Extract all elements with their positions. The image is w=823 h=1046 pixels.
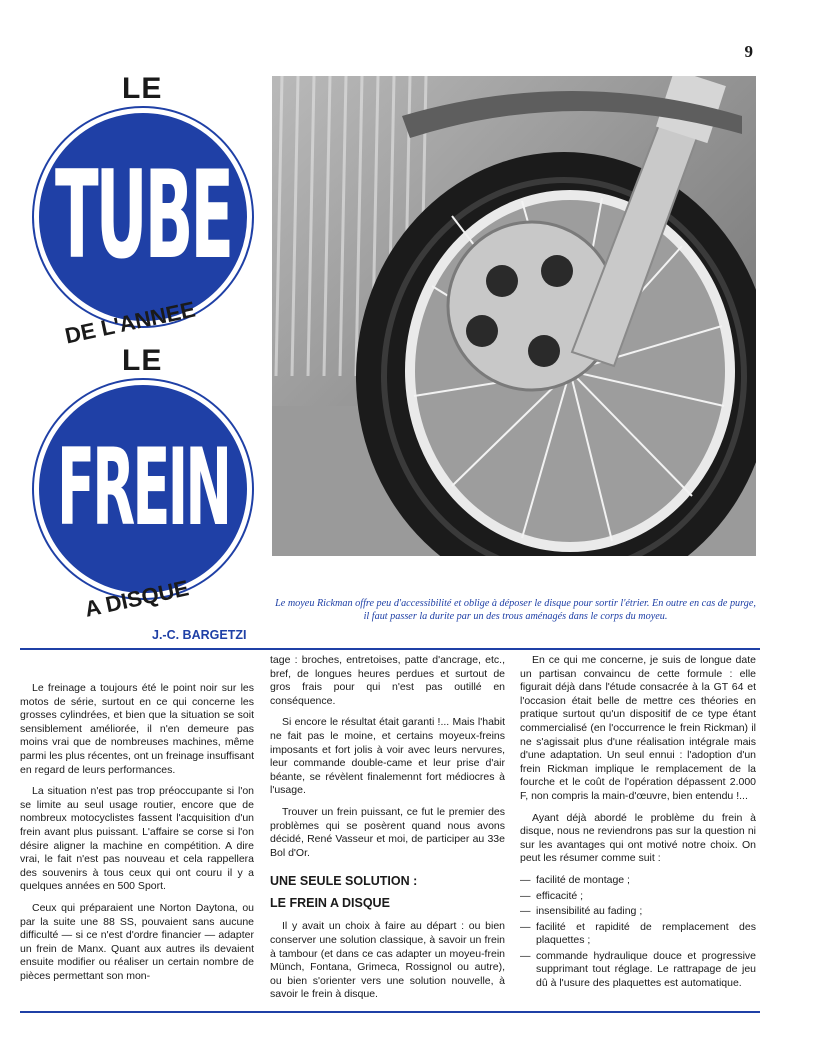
- advantages-list: [520, 874, 756, 991]
- title-tube: TUBE: [54, 146, 232, 288]
- col3-paragraph-2: Ayant déjà abordé le problème du frein à disque, nous ne reviendrons pas sur la question ni sur les avantages qui ont motivé notre choix. On peut les résumer comme suit :: [520, 811, 756, 865]
- title-le-mid: LE: [122, 344, 163, 377]
- page-number: 9: [744, 42, 753, 61]
- title-le-top: LE: [122, 72, 163, 105]
- col1-paragraph-1: Le freinage a toujours été le point noir sur les motos de série, surtout en ce qui concerne les grosses cylindrées, et bien que la situation se soit sensiblement améliorée, il n'en demeure pas moins vrai que de nombreuses machines, même parmi les plus récentes, ont un freinage insuffisant en regard de leurs performances.: [20, 682, 254, 776]
- list-item: — facilité de montage ;: [520, 874, 756, 888]
- subhead-line-1: UNE SEULE SOLUTION :: [270, 874, 418, 889]
- col2-paragraph-1: tage : broches, entretoises, patte d'ancrage, etc., bref, de longues heures perdues et surtout de gros frais pour qui n'est pas outillé en conséquence.: [270, 654, 505, 707]
- photo-caption: Le moyeu Rickman offre peu d'accessibilité et oblige à déposer le disque pour sortir l'étrier. En outre en cas de purge, il faut passer la durite par un des trous aménagés dans le corps du moyeu.: [275, 598, 756, 622]
- col1-paragraph-2: La situation n'est pas trop préoccupante si l'on se limite au seul usage routier, encore que de nombreux motocyclistes fassent l'acquisition d'un frein avant plus puissant. L'affaire se corse si l'on désire aligner la machine en compétition. A dire vrai, le fait n'est pas nouveau et cela rappellera des souvenirs à tous ceux qui ont couru il y a quelques années en 500 Sport.: [20, 785, 254, 893]
- frein-circle: [34, 380, 252, 598]
- col2-paragraph-3: Trouver un frein puissant, ce fut le premier des problèmes qui se posèrent quand nous avons décidé, René Vasseur et moi, de participer au 33e Bol d'Or.: [270, 805, 505, 859]
- author-byline: J.-C. BARGETZI: [152, 628, 247, 642]
- wheel-illustration: [272, 76, 756, 556]
- title-de-l-annee: DE L'ANNEE: [62, 296, 198, 349]
- list-item: — commande hydraulique douce et progressive supprimant tout réglage. Le rattrapage de jeu dû à l'usure des plaquettes est automatique.: [520, 950, 756, 991]
- list-item: — insensibilité au fading ;: [520, 905, 756, 919]
- wheel-photo: [272, 76, 756, 556]
- bottom-rule: [20, 1011, 760, 1013]
- list-item: — facilité et rapidité de remplacement des plaquettes ;: [520, 921, 756, 948]
- title-frein: FREIN: [56, 427, 230, 551]
- top-rule: [20, 648, 760, 650]
- subhead-line-2: LE FREIN A DISQUE: [270, 896, 390, 911]
- list-item: — efficacité ;: [520, 890, 756, 904]
- col1-paragraph-3: Ceux qui préparaient une Norton Daytona, ou par la suite une 88 SS, pouvaient sans aucune difficulté — si ce n'est d'ordre financier — adapter un frein de Manx. Quant aux autres ils devaient ensuite modifier ou réaliser un certain nombre de pièces permettant son mon-: [20, 901, 254, 982]
- col2-paragraph-2: Si encore le résultat était garanti !... Mais l'habit ne fait pas le moine, et certains moyeux-freins imposants et fort jolis à voir avec leurs nervures, leur commande double-came et leur prise d'air béante, se révèlent finalemennt fort médiocres à l'usage.: [270, 716, 505, 797]
- column-1: [20, 682, 254, 991]
- col3-paragraph-1: En ce qui me concerne, je suis de longue date un partisan convaincu de cette formule : elle figurait déjà dans l'étude consacrée à la GT 64 et l'occasion était belle de mettre ces théories en pratique surtout qu'un dispositif de ce type étant commercialisé (en l'occurrence le frein Rickman) il ne s'agissait plus d'une réalisation intégrale mais d'une adaptation. Un seul ennui : l'adoption d'un frein Rickman implique le remplacement de la fourche et le coût de l'opération dépassent 2.000 F, non compris la main-d'œuvre, bien entendu !...: [520, 654, 756, 802]
- title-a-disque: A DISQUE: [82, 575, 191, 622]
- col2-paragraph-4: Il y avait un choix à faire au départ : ou bien conserver une solution classique, à savoir un frein à tambour (et dans ce cas adapter un moyeu-frein Münch, Fontana, Grimeca, Rossignol ou autre), ou bien s'orienter vers une solution nouvelle, à savoir le frein à disque.: [270, 920, 505, 1001]
- column-2: [270, 654, 505, 1010]
- column-3: [520, 654, 756, 993]
- tube-circle: [34, 108, 252, 326]
